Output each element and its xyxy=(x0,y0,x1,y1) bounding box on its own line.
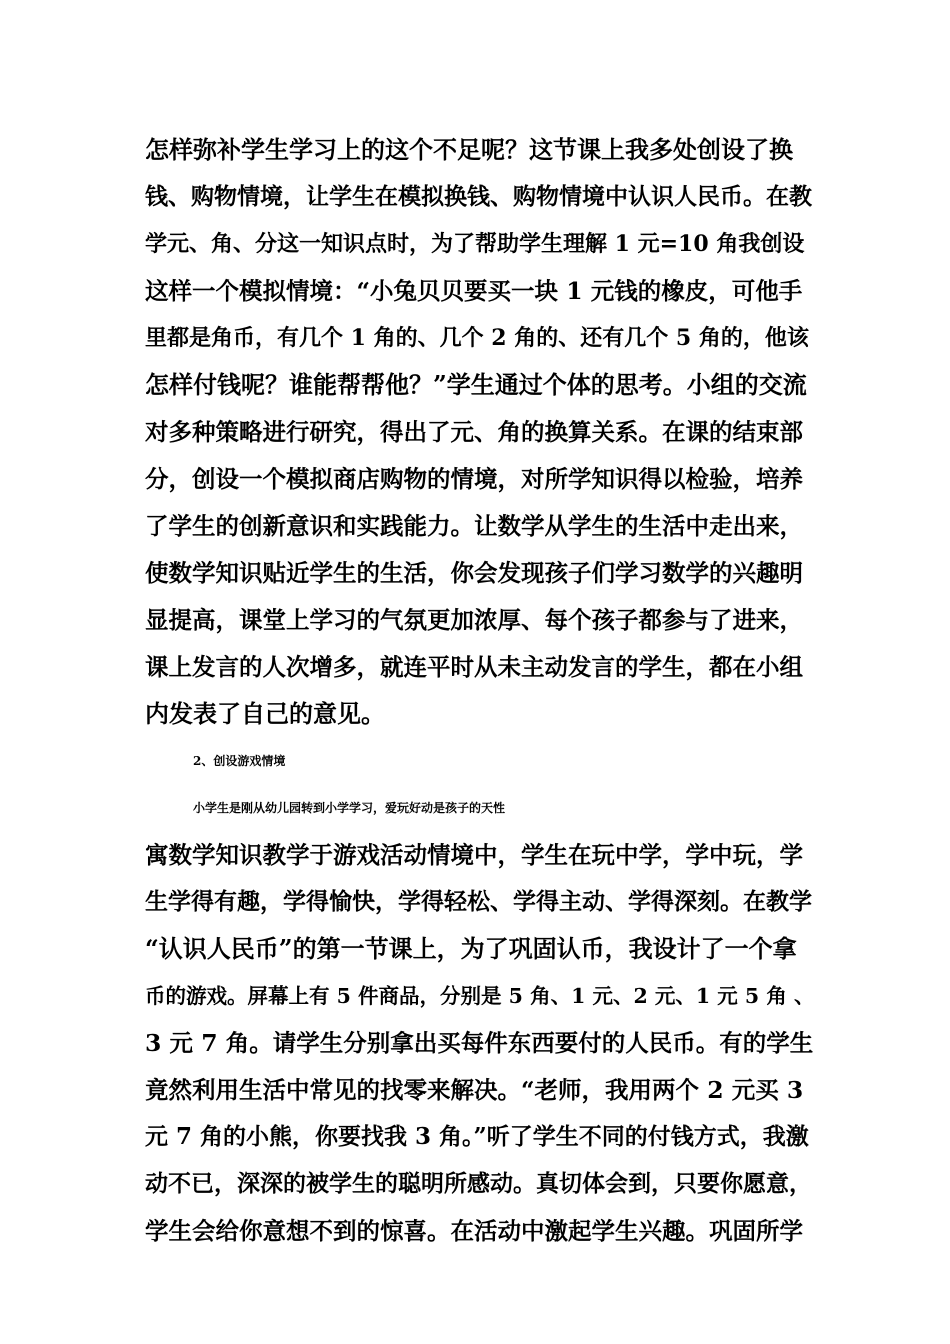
text-line-12: 课上发言的人次增多，就连平时从未主动发言的学生，都在小组 xyxy=(145,653,803,681)
text-line-9: 了学生的创新意识和实践能力。让数学从学生的生活中走出来， xyxy=(145,512,803,540)
text-line-6: 怎样付钱呢？谁能帮帮他？”学生通过个体的思考。小组的交流 xyxy=(145,370,807,399)
text-line-24: 学生会给你意想不到的惊喜。在活动中激起学生兴趣。巩固所学 xyxy=(145,1217,803,1245)
text-line-11: 显提高，课堂上学习的气氛更加浓厚、每个孩子都参与了进来， xyxy=(145,606,803,634)
text-line-8: 分，创设一个模拟商店购物的情境，对所学知识得以检验，培养 xyxy=(145,465,803,493)
text-line-23: 动不已，深深的被学生的聪明所感动。真切体会到，只要你愿意， xyxy=(145,1170,812,1197)
text-line-16: 寓数学知识教学于游戏活动情境中，学生在玩中学，学中玩，学 xyxy=(145,841,803,869)
text-line-7: 对多种策略进行研究，得出了元、角的换算关系。在课的结束部 xyxy=(145,418,803,446)
text-line-21: 竟然利用生活中常见的找零来解决。“老师，我用两个 2 元买 3 xyxy=(145,1076,804,1104)
text-line-15: 小学生是刚从幼儿园转到小学学习，爱玩好动是孩子的天性 xyxy=(193,801,506,815)
text-line-22: 元 7 角的小熊，你要找我 3 角。”听了学生不同的付钱方式，我激 xyxy=(145,1123,809,1150)
text-line-19: 币的游戏。屏幕上有 5 件商品，分别是 5 角、1 元、2 元、1 元 5 角 、 xyxy=(145,984,815,1008)
text-line-10: 使数学知识贴近学生的生活，你会发现孩子们学习数学的兴趣明 xyxy=(145,559,803,587)
text-line-17: 生学得有趣，学得愉快，学得轻松、学得主动、学得深刻。在教学 xyxy=(145,888,812,915)
text-line-4: 这样一个模拟情境：“小兔贝贝要买一块 1 元钱的橡皮，可他手 xyxy=(145,277,803,305)
text-line-20: 3 元 7 角。请学生分别拿出买每件东西要付的人民币。有的学生 xyxy=(145,1029,814,1057)
text-line-18: “认识人民币”的第一节课上，为了巩固认币，我设计了一个拿 xyxy=(145,934,797,963)
text-line-2: 钱、购物情境，让学生在模拟换钱、购物情境中认识人民币。在教 xyxy=(145,183,812,210)
text-line-5: 里都是角币，有几个 1 角的、几个 2 角的、还有几个 5 角的，他该 xyxy=(145,325,809,351)
section-heading: 2、创设游戏情境 xyxy=(193,754,286,768)
text-line-13: 内发表了自己的意见。 xyxy=(145,699,385,728)
text-line-3: 学元、角、分这一知识点时，为了帮助学生理解 1 元=10 角我创设 xyxy=(145,231,805,257)
text-line-1: 怎样弥补学生学习上的这个不足呢？这节课上我多处创设了换 xyxy=(145,135,793,164)
